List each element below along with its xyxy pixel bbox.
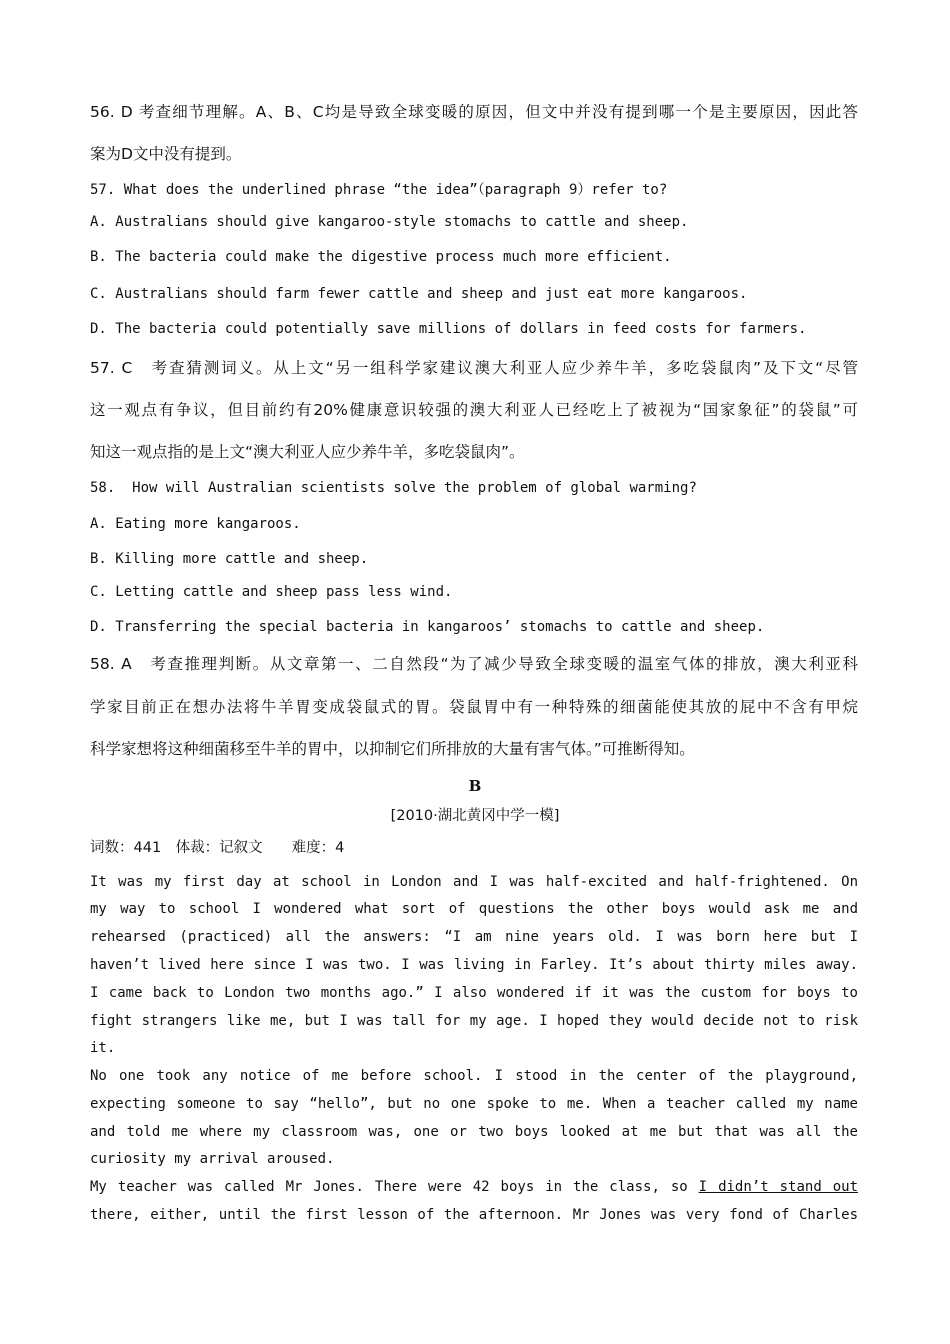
passage-p2-line-4: curiosity my arrival aroused.	[90, 1151, 335, 1167]
q58-answer-line-1: 58. A 考查推理判断。从文章第一、二自然段“为了减少导致全球变暖的温室气体的排放，澳大利亚科	[90, 655, 858, 673]
passage-p1-line-5: I came back to London two months ago.” I also wondered if it was the custom for boys to	[90, 985, 858, 1001]
passage-p1-line-7: it.	[90, 1040, 116, 1056]
section-letter: B	[468, 777, 482, 795]
q58-question: 58. How will Australian scientists solve the problem of global warming?	[90, 480, 697, 496]
section-meta: 词数：441 体裁：记叙文 难度：4	[90, 840, 345, 856]
q57-option-b: B. The bacteria could make the digestive process much more efficient.	[90, 249, 672, 265]
passage-p2-line-2: expecting someone to say “hello”, but no one spoke to me. When a teacher called my name	[90, 1096, 858, 1112]
passage-p3-line-1	[90, 1177, 858, 1197]
q57-answer-line-1: 57. C 考查猜测词义。从上文“另一组科学家建议澳大利亚人应少养牛羊，多吃袋鼠肉”及下文“尽管	[90, 359, 858, 377]
passage-p2-line-1: No one took any notice of me before school. I stood in the center of the playground,	[90, 1068, 858, 1084]
passage-p3-line-1-text: My teacher was called Mr Jones. There were 42 boys in the class, so	[90, 1179, 688, 1195]
q57-question: 57. What does the underlined phrase “the idea”（paragraph 9）refer to?	[90, 182, 668, 198]
q58-option-a: A. Eating more kangaroos.	[90, 516, 301, 532]
q56-answer-line-2: 案为D文中没有提到。	[90, 145, 242, 163]
section-source: [2010·湖北黄冈中学一模]	[390, 808, 560, 824]
q57-option-c: C. Australians should farm fewer cattle and sheep and just eat more kangaroos.	[90, 286, 748, 302]
q58-option-b: B. Killing more cattle and sheep.	[90, 551, 369, 567]
q57-option-a: A. Australians should give kangaroo-style stomachs to cattle and sheep.	[90, 214, 689, 230]
passage-p1-line-6: fight strangers like me, but I was tall for my age. I hoped they would decide not to risk	[90, 1013, 858, 1029]
q56-answer-line-1: 56. D 考查细节理解。A、B、C均是导致全球变暖的原因，但文中并没有提到哪一个是主要原因，因此答	[90, 103, 858, 121]
passage-p1-line-3: rehearsed (practiced) all the answers: “I am nine years old. I was born here but I	[90, 929, 858, 945]
passage-p3-line-2: there, either, until the first lesson of the afternoon. Mr Jones was very fond of Charles	[90, 1207, 858, 1223]
passage-p1-line-4: haven’t lived here since I was two. I was living in Farley. It’s about thirty miles away.	[90, 957, 858, 973]
passage-p2-line-3: and told me where my classroom was, one or two boys looked at me but that was all the	[90, 1124, 858, 1140]
q57-answer-line-2: 这一观点有争议，但目前约有20%健康意识较强的澳大利亚人已经吃上了被视为“国家象征”的袋鼠”可	[90, 401, 858, 419]
q58-answer-line-2: 学家目前正在想办法将牛羊胃变成袋鼠式的胃。袋鼠胃中有一种特殊的细菌能使其放的屁中不含有甲烷	[90, 698, 858, 716]
q58-option-c: C. Letting cattle and sheep pass less wind.	[90, 584, 453, 600]
passage-p1-line-2: my way to school I wondered what sort of questions the other boys would ask me and	[90, 901, 858, 917]
q57-option-d: D. The bacteria could potentially save millions of dollars in feed costs for farmers.	[90, 321, 807, 337]
q58-answer-line-3: 科学家想将这种细菌移至牛羊的胃中，以抑制它们所排放的大量有害气体。”可推断得知。	[90, 740, 695, 758]
passage-p1-line-1: It was my first day at school in London and I was half-excited and half-frightened. On	[90, 874, 858, 890]
underlined-phrase: I didn’t stand out	[698, 1179, 858, 1195]
q57-answer-line-3: 知这一观点指的是上文“澳大利亚人应少养牛羊，多吃袋鼠肉”。	[90, 443, 525, 461]
q58-option-d: D. Transferring the special bacteria in kangaroos’ stomachs to cattle and sheep.	[90, 619, 765, 635]
